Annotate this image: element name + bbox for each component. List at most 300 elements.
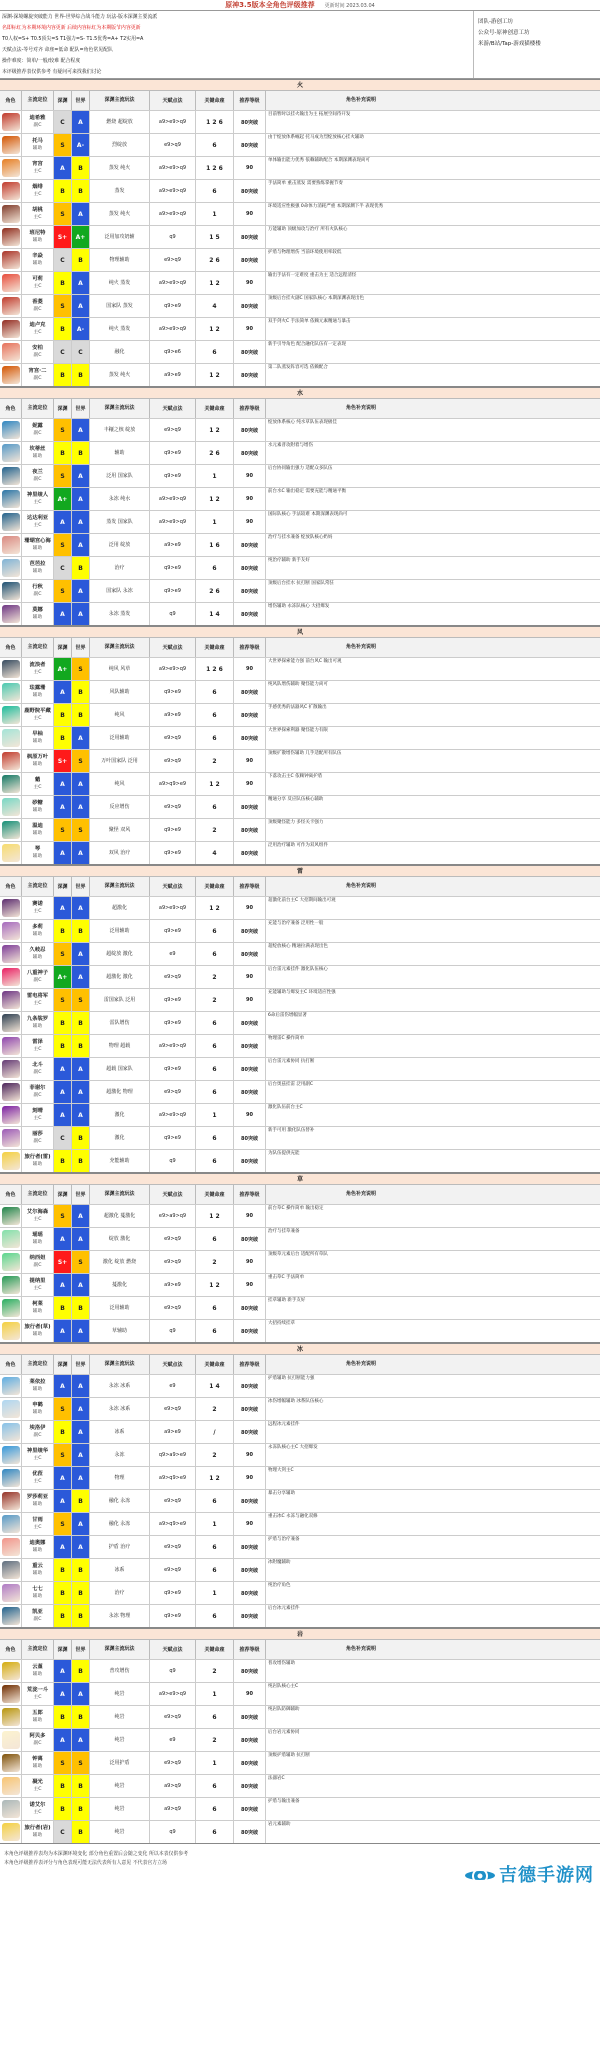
name-cell [22, 134, 54, 156]
world-grade: S [72, 1752, 90, 1774]
character-role: 辅助 [32, 454, 43, 459]
recommended-level: 80突破 [234, 1081, 266, 1103]
intro-red-note: 名即标红为本期环境内容更新 后续内容标红为本期版节内容更新 [2, 25, 141, 31]
character-role: 辅助 [32, 831, 43, 836]
world-grade: A [72, 943, 90, 965]
table-row [0, 818, 600, 841]
table-row [0, 841, 600, 864]
character-note: 岩元素辅助 [268, 1822, 291, 1827]
intro-line: 天赋点法-等号对齐 命座=低命 配队=角色常见配队 [2, 47, 113, 53]
abyss-grade: B [54, 1559, 72, 1581]
talent-priority: q9 [150, 1821, 196, 1843]
column-avatar: 角色 [0, 1640, 22, 1659]
avatar-cell [0, 658, 22, 680]
key-constellation: 6 [196, 704, 234, 726]
column-weapon: 天赋点法 [150, 1185, 196, 1204]
world-grade: A [72, 1081, 90, 1103]
character-name: 砂糖 [32, 800, 43, 806]
world-grade: A [72, 1513, 90, 1535]
column-note: 角色补充说明 [345, 404, 376, 411]
key-constellation: 1 [196, 1683, 234, 1705]
name-cell [22, 1490, 54, 1512]
column-play: 深渊主流玩法 [90, 1640, 150, 1659]
character-avatar [2, 1322, 20, 1340]
abyss-grade: A [54, 1467, 72, 1489]
character-avatar [2, 1446, 20, 1464]
abyss-grade: B [54, 1012, 72, 1034]
character-role: 主C [33, 909, 42, 914]
recommended-level: 90 [234, 773, 266, 795]
character-note: 冰附魔辅助 [268, 1560, 291, 1565]
name-cell [22, 773, 54, 795]
column-note: 角色补充说明 [345, 1645, 376, 1652]
section-heading: 岩 [0, 1628, 600, 1639]
avatar-cell [0, 1274, 22, 1296]
character-note: 超激化前台主C 大招期间输出可观 [268, 898, 336, 903]
column-avatar: 角色 [0, 1355, 22, 1374]
talent-priority: a9>e9 [150, 364, 196, 386]
character-name: 珊瑚宫心海 [24, 538, 51, 544]
talent-priority: q9 [150, 1660, 196, 1682]
character-name: 鹿野院平藏 [24, 708, 51, 714]
world-grade: A [72, 1398, 90, 1420]
credits [474, 11, 600, 78]
avatar-cell [0, 1012, 22, 1034]
play-style: 融化 永冻 [90, 1490, 150, 1512]
key-constellation: 6 [196, 1536, 234, 1558]
character-note: 大世界探索能力强 前台风C 输出可观 [268, 659, 342, 664]
avatar-cell [0, 1775, 22, 1797]
character-role: 主C [33, 670, 42, 675]
recommended-level: 90 [234, 1251, 266, 1273]
character-avatar [2, 1708, 20, 1726]
recommended-level: 80突破 [234, 180, 266, 202]
name-cell [22, 796, 54, 818]
key-constellation: 6 [196, 557, 234, 579]
abyss-grade: A [54, 1058, 72, 1080]
column-cons: 关键命座 [196, 91, 234, 110]
world-grade: B [72, 1660, 90, 1682]
name-cell [22, 226, 54, 248]
abyss-grade: S [54, 465, 72, 487]
character-avatar [2, 1129, 20, 1147]
character-avatar [2, 1152, 20, 1170]
avatar-cell [0, 318, 22, 340]
character-role: 辅助 [32, 146, 43, 151]
recommended-level: 80突破 [234, 1058, 266, 1080]
world-grade: B [72, 1035, 90, 1057]
world-grade: B [72, 1012, 90, 1034]
avatar-cell [0, 842, 22, 864]
play-style: 物理 超载 [90, 1035, 150, 1057]
column-level: 推荐等级 [234, 1640, 266, 1659]
character-note: 目前暂时以挂火输出为主 拓展空间待开发 [268, 112, 351, 117]
name-cell [22, 1706, 54, 1728]
talent-priority: a9>e9>q9 [150, 897, 196, 919]
key-constellation: 6 [196, 920, 234, 942]
character-name: 八重神子 [26, 970, 49, 976]
character-role: 主C [33, 785, 42, 790]
key-constellation: 6 [196, 727, 234, 749]
avatar-cell [0, 1058, 22, 1080]
column-name: 主流定位 [22, 399, 54, 418]
column-note: 角色补充说明 [345, 1190, 376, 1197]
recommended-level: 90 [234, 1104, 266, 1126]
avatar-cell [0, 603, 22, 625]
avatar-cell [0, 1660, 22, 1682]
talent-priority: a9>e9 [150, 704, 196, 726]
column-world: 世界 [72, 1185, 90, 1204]
world-grade: A- [72, 318, 90, 340]
world-grade: B [72, 681, 90, 703]
character-note: 顶级聚怪能力 多怪关卡强力 [268, 820, 324, 825]
character-role: 主C [33, 1286, 42, 1291]
character-name: 琴 [34, 846, 41, 852]
character-role: 主C [33, 523, 42, 528]
play-style: 物理 [90, 1467, 150, 1489]
column-play: 深渊主流玩法 [90, 877, 150, 896]
world-grade: A [72, 796, 90, 818]
character-role: 辅助 [32, 739, 43, 744]
play-style: 纯风 [90, 704, 150, 726]
character-avatar [2, 251, 20, 269]
table-row [0, 1126, 600, 1149]
play-style: 融化 永冻 [90, 1513, 150, 1535]
world-grade: B [72, 1490, 90, 1512]
table-row [0, 510, 600, 533]
avatar-cell [0, 272, 22, 294]
world-grade: B [72, 1775, 90, 1797]
abyss-grade: B [54, 180, 72, 202]
play-style: 永冻 冰系 [90, 1375, 150, 1397]
table-row [0, 1273, 600, 1296]
character-note: 护盾与物理增伤 当前环境使用率较低 [268, 250, 342, 255]
recommended-level: 80突破 [234, 1660, 266, 1682]
recommended-level: 80突破 [234, 943, 266, 965]
name-cell [22, 465, 54, 487]
talent-priority: e9>q9 [150, 1752, 196, 1774]
talent-priority: a9>e9>q9 [150, 180, 196, 202]
name-cell [22, 1683, 54, 1705]
table-row [0, 556, 600, 579]
character-role: 主C [33, 716, 42, 721]
avatar-cell [0, 1467, 22, 1489]
character-name: 妮露 [32, 423, 43, 429]
table-row [0, 1774, 600, 1797]
character-note: 物理雷C 操作简单 [268, 1036, 305, 1041]
avatar-cell [0, 249, 22, 271]
avatar-cell [0, 681, 22, 703]
play-style: 燃烧 超绽放 [90, 111, 150, 133]
world-grade: A [72, 1205, 90, 1227]
avatar-cell [0, 1320, 22, 1342]
play-style: 融化 [90, 341, 150, 363]
column-note: 角色补充说明 [345, 643, 376, 650]
name-cell [22, 580, 54, 602]
character-avatar [2, 945, 20, 963]
avatar-cell [0, 1729, 22, 1751]
key-constellation: 1 [196, 1513, 234, 1535]
abyss-grade: B [54, 1798, 72, 1820]
recommended-level: 80突破 [234, 295, 266, 317]
name-cell [22, 1297, 54, 1319]
table-row [0, 1820, 600, 1843]
abyss-grade: B [54, 1150, 72, 1172]
avatar-cell [0, 920, 22, 942]
character-name: 宵宫·二 [28, 368, 47, 374]
recommended-level: 80突破 [234, 1752, 266, 1774]
name-cell [22, 1559, 54, 1581]
abyss-grade: S [54, 419, 72, 441]
character-name: 莫娜 [32, 607, 43, 613]
world-grade: A [72, 488, 90, 510]
name-cell [22, 180, 54, 202]
key-constellation: 6 [196, 341, 234, 363]
key-constellation: 1 2 6 [196, 157, 234, 179]
table-row [0, 418, 600, 441]
character-name: 久岐忍 [29, 947, 46, 953]
talent-priority: e9>q9 [150, 1490, 196, 1512]
table-row [0, 1659, 600, 1682]
character-role: 辅助 [32, 1571, 43, 1576]
talent-priority: q9>e9 [150, 1127, 196, 1149]
column-world: 世界 [72, 877, 90, 896]
character-note: 充能辅助与爆发主C 环境适应性强 [268, 990, 336, 995]
character-avatar [2, 113, 20, 131]
credit-line: 米游/B站/Tap-游戏猫楼楼 [478, 41, 541, 47]
abyss-grade: A [54, 1729, 72, 1751]
key-constellation: 1 2 [196, 1205, 234, 1227]
key-constellation: 2 [196, 1398, 234, 1420]
recommended-level: 80突破 [234, 704, 266, 726]
play-style: 永冻 [90, 1444, 150, 1466]
avatar-cell [0, 488, 22, 510]
avatar-cell [0, 704, 22, 726]
avatar-cell [0, 1297, 22, 1319]
character-avatar [2, 366, 20, 384]
talent-priority: a9>e9>q9 [150, 1104, 196, 1126]
abyss-grade: B [54, 704, 72, 726]
character-role: 辅助 [32, 1548, 43, 1553]
intro-panel [0, 11, 600, 79]
key-constellation: 2 6 [196, 249, 234, 271]
talent-priority: q9 [150, 226, 196, 248]
play-style: 绽放 激化 [90, 1228, 150, 1250]
talent-priority: q9 [150, 1320, 196, 1342]
avatar-cell [0, 1513, 22, 1535]
column-header [0, 876, 600, 896]
avatar-cell [0, 364, 22, 386]
play-style: 冰系 [90, 1559, 150, 1581]
table-row [0, 772, 600, 795]
recommended-level: 80突破 [234, 1228, 266, 1250]
world-grade: A [72, 603, 90, 625]
character-name: 申鹤 [32, 1402, 43, 1408]
column-weapon: 天赋点法 [150, 1355, 196, 1374]
world-grade: A [72, 1729, 90, 1751]
character-note: 激化队伍前台主C [268, 1105, 303, 1110]
key-constellation: 1 2 [196, 419, 234, 441]
avatar-cell [0, 1421, 22, 1443]
character-note: 第二队蒸发阵容可选 依赖配合 [268, 365, 328, 370]
talent-priority: a9>e9>q9 [150, 511, 196, 533]
character-avatar [2, 775, 20, 793]
play-style: 纯火 蒸发 [90, 318, 150, 340]
character-name: 行秋 [32, 584, 43, 590]
character-role: 主C [33, 1001, 42, 1006]
column-header [0, 637, 600, 657]
recommended-level: 80突破 [234, 111, 266, 133]
character-name: 雷泽 [32, 1039, 43, 1045]
name-cell [22, 727, 54, 749]
table-row [0, 1250, 600, 1273]
abyss-grade: B [54, 1775, 72, 1797]
avatar-cell [0, 1752, 22, 1774]
play-style: 国家队 蒸发 [90, 295, 150, 317]
character-role: 主C [33, 215, 42, 220]
world-grade: A [72, 1274, 90, 1296]
talent-priority: e9>q9 [150, 1251, 196, 1273]
world-grade: B [72, 1605, 90, 1627]
table-row [0, 896, 600, 919]
character-avatar [2, 968, 20, 986]
character-name: 达达利亚 [26, 515, 49, 521]
key-constellation: 1 [196, 1582, 234, 1604]
talent-priority: q9 [150, 1150, 196, 1172]
column-header [0, 1184, 600, 1204]
credit-line: 公众号-原神创意工坊 [478, 30, 530, 36]
character-name: 菲谢尔 [29, 1085, 46, 1091]
character-avatar [2, 1515, 20, 1533]
talent-priority: a9>e9>q9 [150, 1683, 196, 1705]
table-row [0, 579, 600, 602]
talent-priority: e9>q9 [150, 1559, 196, 1581]
play-style: 永冻 蒸发 [90, 603, 150, 625]
recommended-level: 90 [234, 511, 266, 533]
talent-priority: e9>q9 [150, 249, 196, 271]
avatar-cell [0, 295, 22, 317]
recommended-level: 80突破 [234, 842, 266, 864]
credit-line: 团队-游创工坊 [478, 19, 513, 25]
character-name: 艾尔海森 [26, 1209, 49, 1215]
character-role: 辅助 [32, 1718, 43, 1723]
play-style: 激化 [90, 1104, 150, 1126]
key-constellation: 1 [196, 511, 234, 533]
table-row [0, 248, 600, 271]
abyss-grade: A [54, 842, 72, 864]
key-constellation: 2 6 [196, 580, 234, 602]
character-avatar [2, 1561, 20, 1579]
name-cell [22, 1605, 54, 1627]
column-level: 推荐等级 [234, 638, 266, 657]
character-role: 副C [33, 1139, 42, 1144]
name-cell [22, 1081, 54, 1103]
name-cell [22, 1582, 54, 1604]
play-style: 护盾 治疗 [90, 1536, 150, 1558]
key-constellation: 1 2 [196, 897, 234, 919]
world-grade: A [72, 727, 90, 749]
character-name: 枫原万叶 [26, 754, 49, 760]
character-avatar [2, 297, 20, 315]
avatar-cell [0, 897, 22, 919]
table-row [0, 602, 600, 625]
talent-priority: a9>e9>q9 [150, 318, 196, 340]
talent-priority: a9>e9>q9 [150, 488, 196, 510]
character-name: 甘雨 [32, 1517, 43, 1523]
name-cell [22, 842, 54, 864]
character-role: 主C [33, 1787, 42, 1792]
character-note: 治疗与挂草兼备 [268, 1229, 300, 1234]
character-role: 副C [33, 431, 42, 436]
abyss-grade: B [54, 1035, 72, 1057]
character-note: 新手引导角色 配合融化队伍有一定表现 [268, 342, 346, 347]
recommended-level: 90 [234, 465, 266, 487]
character-role: 辅助 [32, 238, 43, 243]
character-role: 辅助 [32, 1024, 43, 1029]
table-row [0, 1374, 600, 1397]
play-style: 蒸发 国家队 [90, 511, 150, 533]
recommended-level: 80突破 [234, 1398, 266, 1420]
character-name: 云堇 [32, 1664, 43, 1670]
avatar-cell [0, 157, 22, 179]
avatar-cell [0, 1582, 22, 1604]
avatar-cell [0, 1536, 22, 1558]
world-grade: B [72, 364, 90, 386]
abyss-grade: S [54, 1752, 72, 1774]
table-row [0, 1420, 600, 1443]
abyss-grade: B [54, 1605, 72, 1627]
name-cell [22, 1058, 54, 1080]
element-section [0, 626, 600, 865]
character-avatar [2, 1423, 20, 1441]
world-grade: A [72, 1444, 90, 1466]
name-cell [22, 1228, 54, 1250]
key-constellation: 1 [196, 1104, 234, 1126]
character-name: 丽莎 [32, 1131, 43, 1137]
play-style: 纯岩 [90, 1729, 150, 1751]
avatar-cell [0, 226, 22, 248]
character-name: 钟离 [32, 1756, 43, 1762]
talent-priority: e9>q9 [150, 727, 196, 749]
talent-priority: e9>a9>q9 [150, 1205, 196, 1227]
recommended-level: 90 [234, 989, 266, 1011]
character-avatar [2, 205, 20, 223]
character-note: 万能辅助 顶级加攻与治疗 所有火队核心 [268, 227, 348, 232]
character-note: 重击冰C 永冻与融化双修 [268, 1514, 318, 1519]
character-avatar [2, 899, 20, 917]
abyss-grade: S [54, 1205, 72, 1227]
column-abyss: 深渊 [54, 91, 72, 110]
talent-priority: e9>q9 [150, 419, 196, 441]
talent-priority: e9>q9 [150, 1081, 196, 1103]
character-role: 主C [33, 284, 42, 289]
character-name: 迪奥娜 [29, 1540, 46, 1546]
talent-priority: a9>e9>q9 [150, 111, 196, 133]
character-note: 水元素普攻附着与增伤 [268, 443, 313, 448]
column-play: 深渊主流玩法 [90, 399, 150, 418]
avatar-cell [0, 796, 22, 818]
table-row [0, 202, 600, 225]
key-constellation: 1 6 [196, 534, 234, 556]
world-grade: S [72, 989, 90, 1011]
name-cell [22, 603, 54, 625]
character-name: 芭芭拉 [29, 561, 46, 567]
key-constellation: 6 [196, 1058, 234, 1080]
table-row [0, 363, 600, 386]
table-row [0, 1489, 600, 1512]
abyss-grade: C [54, 1127, 72, 1149]
character-note: 后台雷元素挂件 激化队伍核心 [268, 967, 328, 972]
